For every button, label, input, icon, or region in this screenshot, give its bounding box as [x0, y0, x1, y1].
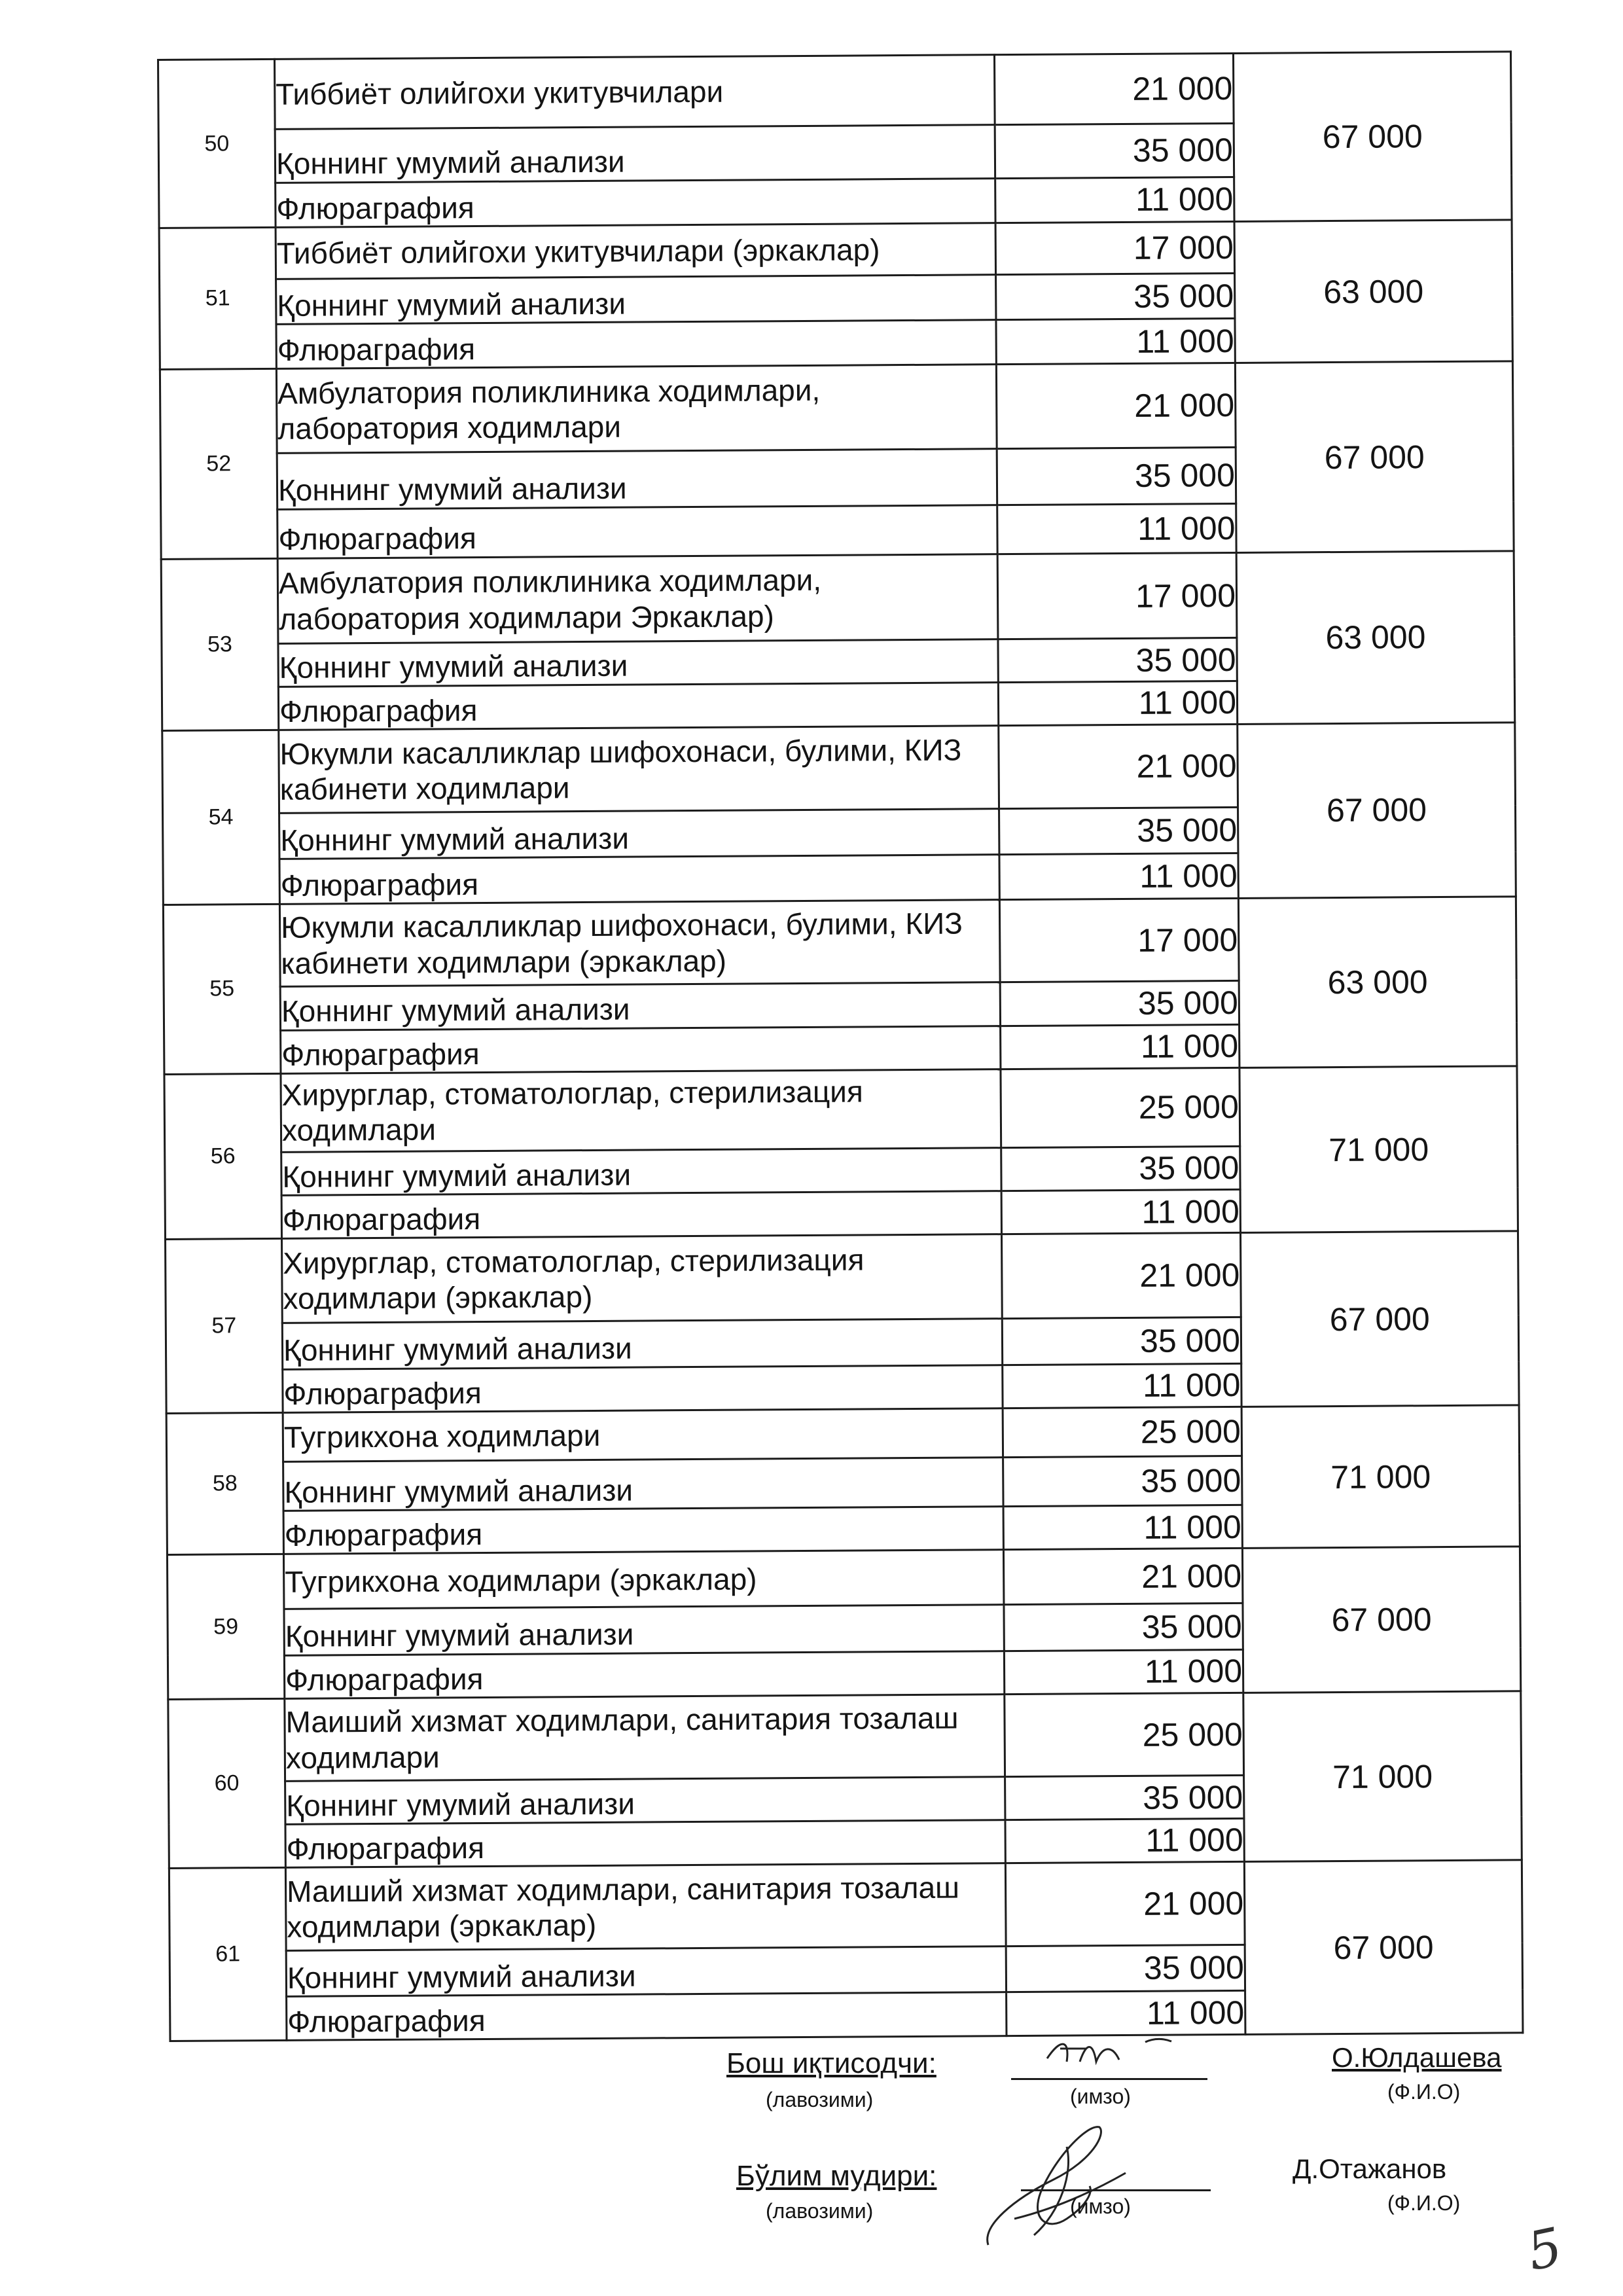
- service-item-name: Қоннинг умумий анализи: [279, 808, 999, 859]
- service-price: 11 000: [999, 853, 1238, 900]
- service-price: 17 000: [999, 898, 1239, 982]
- service-item-name: Қоннинг умумий анализи: [278, 639, 998, 687]
- service-price: 35 000: [999, 807, 1238, 855]
- row-total: 71 000: [1243, 1691, 1522, 1862]
- service-name: Тиббиёт олийгохи укитувчилари: [275, 55, 995, 130]
- economist-signature-line: [1011, 2078, 1207, 2080]
- row-number: 57: [166, 1239, 283, 1414]
- table-row: [160, 361, 1513, 454]
- department-head-fio-caption: (Ф.И.О): [1387, 2191, 1461, 2215]
- row-number: 59: [167, 1554, 284, 1700]
- service-item-name: Флюраграфия: [283, 1507, 1003, 1554]
- economist-fio-caption: (Ф.И.О): [1387, 2080, 1461, 2104]
- service-price: 21 000: [1005, 1862, 1245, 1946]
- service-price: 21 000: [999, 725, 1238, 809]
- department-head-fio: Д.Отажанов: [1293, 2153, 1447, 2184]
- table-row: [169, 1860, 1522, 1951]
- service-name: Амбулатория поликлиника ходимлари, лаборатория ходимлари: [276, 365, 997, 453]
- service-name: Тугрикхона ходимлари: [283, 1408, 1003, 1462]
- service-price: 35 000: [1002, 1317, 1241, 1365]
- service-item-name: Флюраграфия: [283, 1365, 1003, 1412]
- table-row: [167, 1547, 1520, 1609]
- row-total: 63 000: [1234, 220, 1512, 363]
- price-table-wrapper: [157, 50, 1524, 2042]
- service-price: 21 000: [994, 53, 1234, 124]
- service-item-name: Қоннинг умумий анализи: [276, 275, 996, 324]
- page-mark: 5: [1522, 2215, 1568, 2283]
- economist-role: Бош иқтисодчи:: [726, 2047, 936, 2079]
- service-price: 35 000: [1003, 1456, 1242, 1506]
- service-name: Маиший хизмат ходимлари, санитария тозалаш ходимлари (эркаклар): [285, 1863, 1006, 1950]
- row-number: 50: [158, 59, 276, 228]
- department-head-sign-caption: (имзо): [1070, 2195, 1131, 2218]
- row-total: 63 000: [1238, 897, 1517, 1068]
- row-total: 67 000: [1242, 1547, 1520, 1693]
- service-price: 21 000: [1003, 1549, 1243, 1605]
- service-price: 35 000: [1000, 981, 1239, 1026]
- service-item-name: Қоннинг умумий анализи: [283, 1458, 1003, 1511]
- service-name: Хирурглар, стоматологлар, стерилизация ходимлари (эркаклар): [282, 1234, 1003, 1323]
- service-price: 25 000: [1003, 1407, 1241, 1457]
- service-item-name: Флюраграфия: [278, 682, 998, 730]
- service-price: 11 000: [1001, 1189, 1240, 1234]
- service-price: 35 000: [1006, 1945, 1245, 1992]
- row-number: 58: [166, 1412, 283, 1554]
- row-number: 52: [160, 369, 277, 559]
- service-price: 35 000: [995, 124, 1234, 179]
- service-price: 11 000: [1003, 1505, 1242, 1550]
- service-item-name: Қоннинг умумий анализи: [280, 982, 1000, 1030]
- table-row: [162, 723, 1516, 814]
- service-price: 11 000: [997, 503, 1236, 554]
- row-total: 67 000: [1233, 52, 1512, 222]
- row-number: 61: [169, 1868, 287, 2041]
- table-row: [159, 220, 1512, 280]
- row-total: 67 000: [1244, 1860, 1523, 2034]
- service-item-name: Қоннинг умумий анализи: [281, 1147, 1001, 1195]
- service-price: 17 000: [995, 222, 1234, 275]
- economist-fio: О.Юлдашева: [1332, 2042, 1502, 2073]
- service-item-name: Флюраграфия: [276, 178, 995, 227]
- service-item-name: Қоннинг умумий анализи: [277, 449, 997, 509]
- service-price: 11 000: [1005, 1818, 1244, 1863]
- service-name: Юкумли касалликлар шифохонаси, булими, КИЗ кабинети ходимлари (эркаклар): [279, 899, 1000, 986]
- price-table-body: [158, 52, 1523, 2041]
- service-price: 21 000: [1001, 1233, 1241, 1319]
- table-row: [168, 1691, 1522, 1782]
- economist-role-caption: (лавозими): [766, 2088, 874, 2111]
- row-number: 60: [168, 1698, 286, 1868]
- service-price: 11 000: [995, 177, 1234, 223]
- department-head-signature: [975, 2121, 1145, 2251]
- table-row: [163, 897, 1516, 988]
- service-name: Маиший хизмат ходимлари, санитария тозалаш ходимлари: [285, 1695, 1005, 1782]
- service-price: 21 000: [996, 363, 1236, 449]
- row-number: 56: [164, 1073, 282, 1239]
- row-total: 67 000: [1238, 723, 1516, 898]
- service-price: 11 000: [1004, 1649, 1243, 1695]
- table-row: [164, 1066, 1518, 1153]
- service-item-name: Флюраграфия: [285, 1820, 1005, 1867]
- table-row: [161, 551, 1514, 645]
- service-name: Тиббиёт олийгохи укитувчилари (эркаклар): [276, 223, 995, 279]
- service-price: 11 000: [996, 318, 1235, 365]
- row-total: 71 000: [1240, 1066, 1518, 1233]
- service-item-name: Флюраграфия: [287, 1992, 1007, 2040]
- row-number: 55: [163, 904, 281, 1074]
- service-name: Амбулатория поликлиника ходимлари, лаборатория ходимлари Эркаклар): [277, 554, 998, 643]
- row-number: 54: [162, 730, 280, 905]
- row-total: 63 000: [1236, 551, 1515, 725]
- economist-sign-caption: (имзо): [1070, 2085, 1131, 2108]
- service-price: 25 000: [1005, 1693, 1244, 1777]
- department-head-role: Бўлим мудири:: [736, 2160, 937, 2192]
- service-item-name: Флюраграфия: [281, 1191, 1001, 1239]
- service-name: Юкумли касалликлар шифохонаси, булими, КИЗ кабинети ходимлари: [279, 726, 999, 813]
- row-number: 53: [161, 558, 279, 731]
- department-head-role-caption: (лавозими): [766, 2199, 874, 2223]
- service-name: Тугрикхона ходимлари (эркаклар): [283, 1550, 1003, 1609]
- service-item-name: Қоннинг умумий анализи: [282, 1319, 1002, 1369]
- table-row: [166, 1405, 1519, 1463]
- service-price: 35 000: [997, 447, 1236, 505]
- service-item-name: Флюраграфия: [277, 505, 997, 558]
- service-price: 11 000: [1003, 1363, 1241, 1408]
- service-price: 35 000: [1001, 1146, 1240, 1191]
- service-price: 35 000: [1004, 1603, 1243, 1651]
- row-number: 51: [159, 227, 276, 369]
- row-total: 67 000: [1240, 1231, 1519, 1407]
- service-item-name: Қоннинг умумий анализи: [284, 1605, 1004, 1655]
- service-price: 25 000: [1001, 1067, 1240, 1147]
- service-item-name: Флюраграфия: [281, 1026, 1001, 1073]
- service-price: 11 000: [1001, 1024, 1240, 1069]
- economist-signature: [1041, 2032, 1198, 2078]
- table-row: [166, 1231, 1519, 1323]
- service-item-name: Флюраграфия: [279, 855, 999, 904]
- service-item-name: Қоннинг умумий анализи: [275, 125, 995, 183]
- service-price: 35 000: [996, 274, 1235, 320]
- service-name: Хирурглар, стоматологлар, стерилизация ходимлари: [281, 1069, 1001, 1152]
- service-item-name: Қоннинг умумий анализи: [285, 1777, 1005, 1824]
- service-price: 17 000: [997, 552, 1237, 639]
- service-item-name: Флюраграфия: [284, 1651, 1004, 1698]
- table-row: [158, 52, 1512, 130]
- service-price: 35 000: [1005, 1776, 1244, 1820]
- service-price: 11 000: [1007, 1991, 1245, 2036]
- row-total: 71 000: [1241, 1405, 1520, 1549]
- price-table: [157, 50, 1524, 2042]
- service-item-name: Қоннинг умумий анализи: [286, 1946, 1006, 1996]
- service-item-name: Флюраграфия: [276, 320, 996, 369]
- service-price: 11 000: [998, 681, 1237, 726]
- row-total: 67 000: [1235, 361, 1514, 552]
- service-price: 35 000: [998, 638, 1237, 683]
